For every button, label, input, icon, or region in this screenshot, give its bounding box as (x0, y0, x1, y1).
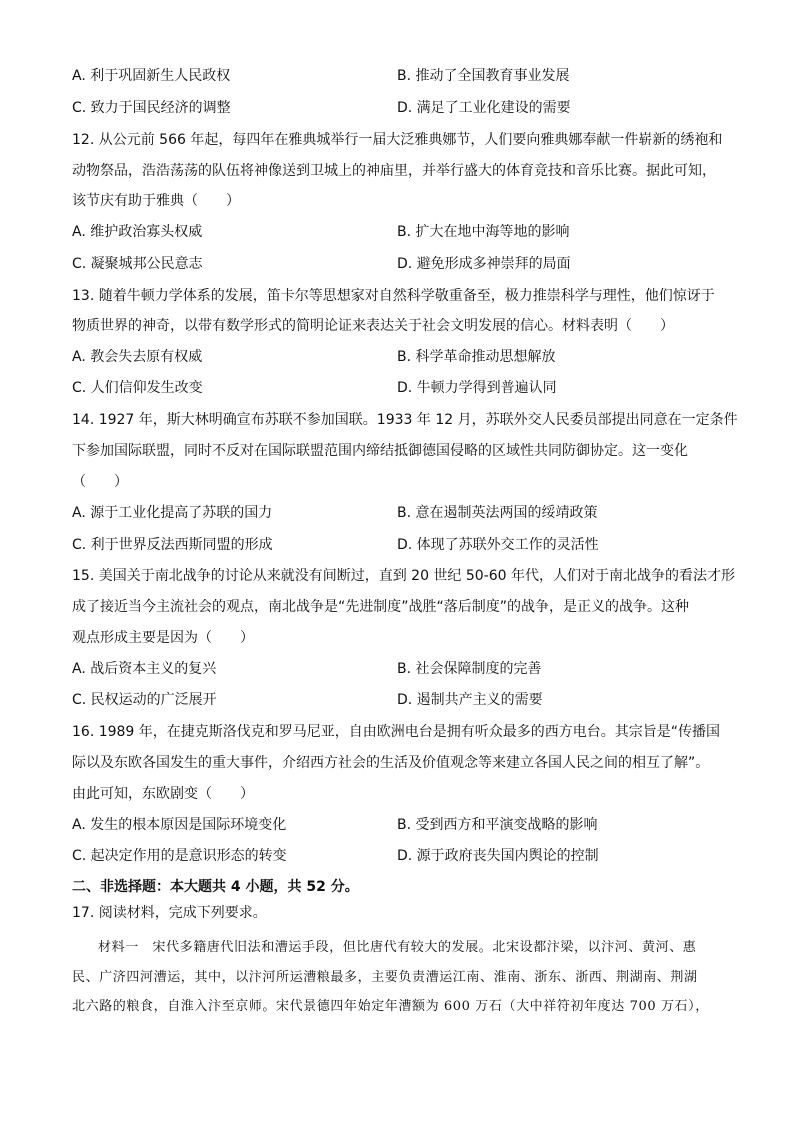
q13-option-a: A. 教会失去原有权威 (72, 349, 203, 365)
q15-stem-line-1: 15. 美国关于南北战争的讨论从来就没有间断过，直到 20 世纪 50-60 年代，人们对于南北战争的看法才形 (72, 568, 736, 584)
q12-option-c: C. 凝聚城邦公民意志 (72, 256, 203, 272)
q17-material-line-1: 材料一 宋代多籍唐代旧法和漕运手段，但比唐代有较大的发展。北宋设都汴梁，以汴河、黄河、惠 (98, 940, 697, 955)
q13-option-b: B. 科学革命推动思想解放 (397, 349, 556, 365)
q16-stem-line-2: 际以及东欧各国发生的重大事件，介绍西方社会的生活及价值观念等来建立各国人民之间的相互了解”。 (72, 755, 710, 771)
q14-stem-line-3: （ ） (72, 474, 128, 490)
q13-stem-line-2: 物质世界的神奇，以带有数学形式的简明论证来表达关于社会文明发展的信心。材料表明（ ） (72, 318, 674, 334)
q16-option-c: C. 起决定作用的是意识形态的转变 (72, 848, 287, 864)
q15-option-b: B. 社会保障制度的完善 (397, 661, 542, 677)
q14-stem-line-1: 14. 1927 年，斯大林明确宣布苏联不参加国联。1933 年 12 月，苏联外交人民委员部提出同意在一定条件 (72, 412, 738, 428)
q14-option-c: C. 利于世界反法西斯同盟的形成 (72, 537, 273, 553)
q14-stem-line-2: 下参加国际联盟，同时不反对在国际联盟范围内缔结抵御德国侵略的区域性共同防御协定。这一变化 (72, 443, 688, 459)
q12-option-d: D. 避免形成多神崇拜的局面 (397, 256, 571, 272)
q14-option-d: D. 体现了苏联外交工作的灵活性 (397, 537, 599, 553)
section-heading: 二、非选择题：本大题共 4 小题，共 52 分。 (72, 879, 359, 895)
q12-stem-line-2: 动物祭品，浩浩荡荡的队伍将神像送到卫城上的神庙里，并举行盛大的体育竞技和音乐比赛。据此可知， (72, 163, 716, 179)
q12-option-b: B. 扩大在地中海等地的影响 (397, 224, 570, 240)
q16-option-d: D. 源于政府丧失国内舆论的控制 (397, 848, 599, 864)
q15-option-a: A. 战后资本主义的复兴 (72, 661, 217, 677)
q16-option-b: B. 受到西方和平演变战略的影响 (397, 817, 598, 833)
q17-material-line-2: 民、广济四河漕运，其中，以汴河所运漕粮最多，主要负责漕运江南、淮南、浙东、浙西、荆湖南、荆湖 (72, 970, 698, 985)
q15-stem-line-3: 观点形成主要是因为（ ） (72, 630, 254, 646)
q14-option-a: A. 源于工业化提高了苏联的国力 (72, 505, 273, 521)
q13-stem-line-1: 13. 随着牛顿力学体系的发展，笛卡尔等思想家对自然科学敬重备至，极力推崇科学与理性，他们惊讶于 (72, 288, 715, 304)
q16-option-a: A. 发生的根本原因是国际环境变化 (72, 817, 287, 833)
q12-stem-line-3: 该节庆有助于雅典（ ） (72, 193, 240, 209)
q16-stem-line-3: 由此可知，东欧剧变（ ） (72, 786, 254, 802)
q11-option-c: C. 致力于国民经济的调整 (72, 100, 231, 116)
q15-option-c: C. 民权运动的广泛展开 (72, 692, 217, 708)
q14-option-b: B. 意在遏制英法两国的绥靖政策 (397, 505, 598, 521)
q11-option-b: B. 推动了全国教育事业发展 (397, 68, 570, 84)
q11-option-d: D. 满足了工业化建设的需要 (397, 100, 571, 116)
q13-option-c: C. 人们信仰发生改变 (72, 380, 203, 396)
q17-prompt: 17. 阅读材料，完成下列要求。 (72, 905, 267, 921)
q16-stem-line-1: 16. 1989 年，在捷克斯洛伐克和罗马尼亚，自由欧洲电台是拥有听众最多的西方电台。其宗旨是“传播国 (72, 724, 721, 740)
q17-material-line-3: 北六路的粮食，自淮入汴至京师。宋代景德四年始定年漕额为 600 万石（大中祥符初年度达 700 万石）， (72, 999, 709, 1014)
q15-stem-line-2: 成了接近当今主流社会的观点，南北战争是“先进制度”战胜“落后制度”的战争，是正义的战争。这种 (72, 599, 690, 615)
q11-option-a: A. 利于巩固新生人民政权 (72, 68, 231, 84)
q15-option-d: D. 遏制共产主义的需要 (397, 692, 543, 708)
q12-option-a: A. 维护政治寡头权威 (72, 224, 203, 240)
q13-option-d: D. 牛顿力学得到普遍认同 (397, 380, 557, 396)
q12-stem-line-1: 12. 从公元前 566 年起，每四年在雅典城举行一届大泛雅典娜节，人们要向雅典娜奉献一件崭新的绣袍和 (72, 132, 723, 148)
